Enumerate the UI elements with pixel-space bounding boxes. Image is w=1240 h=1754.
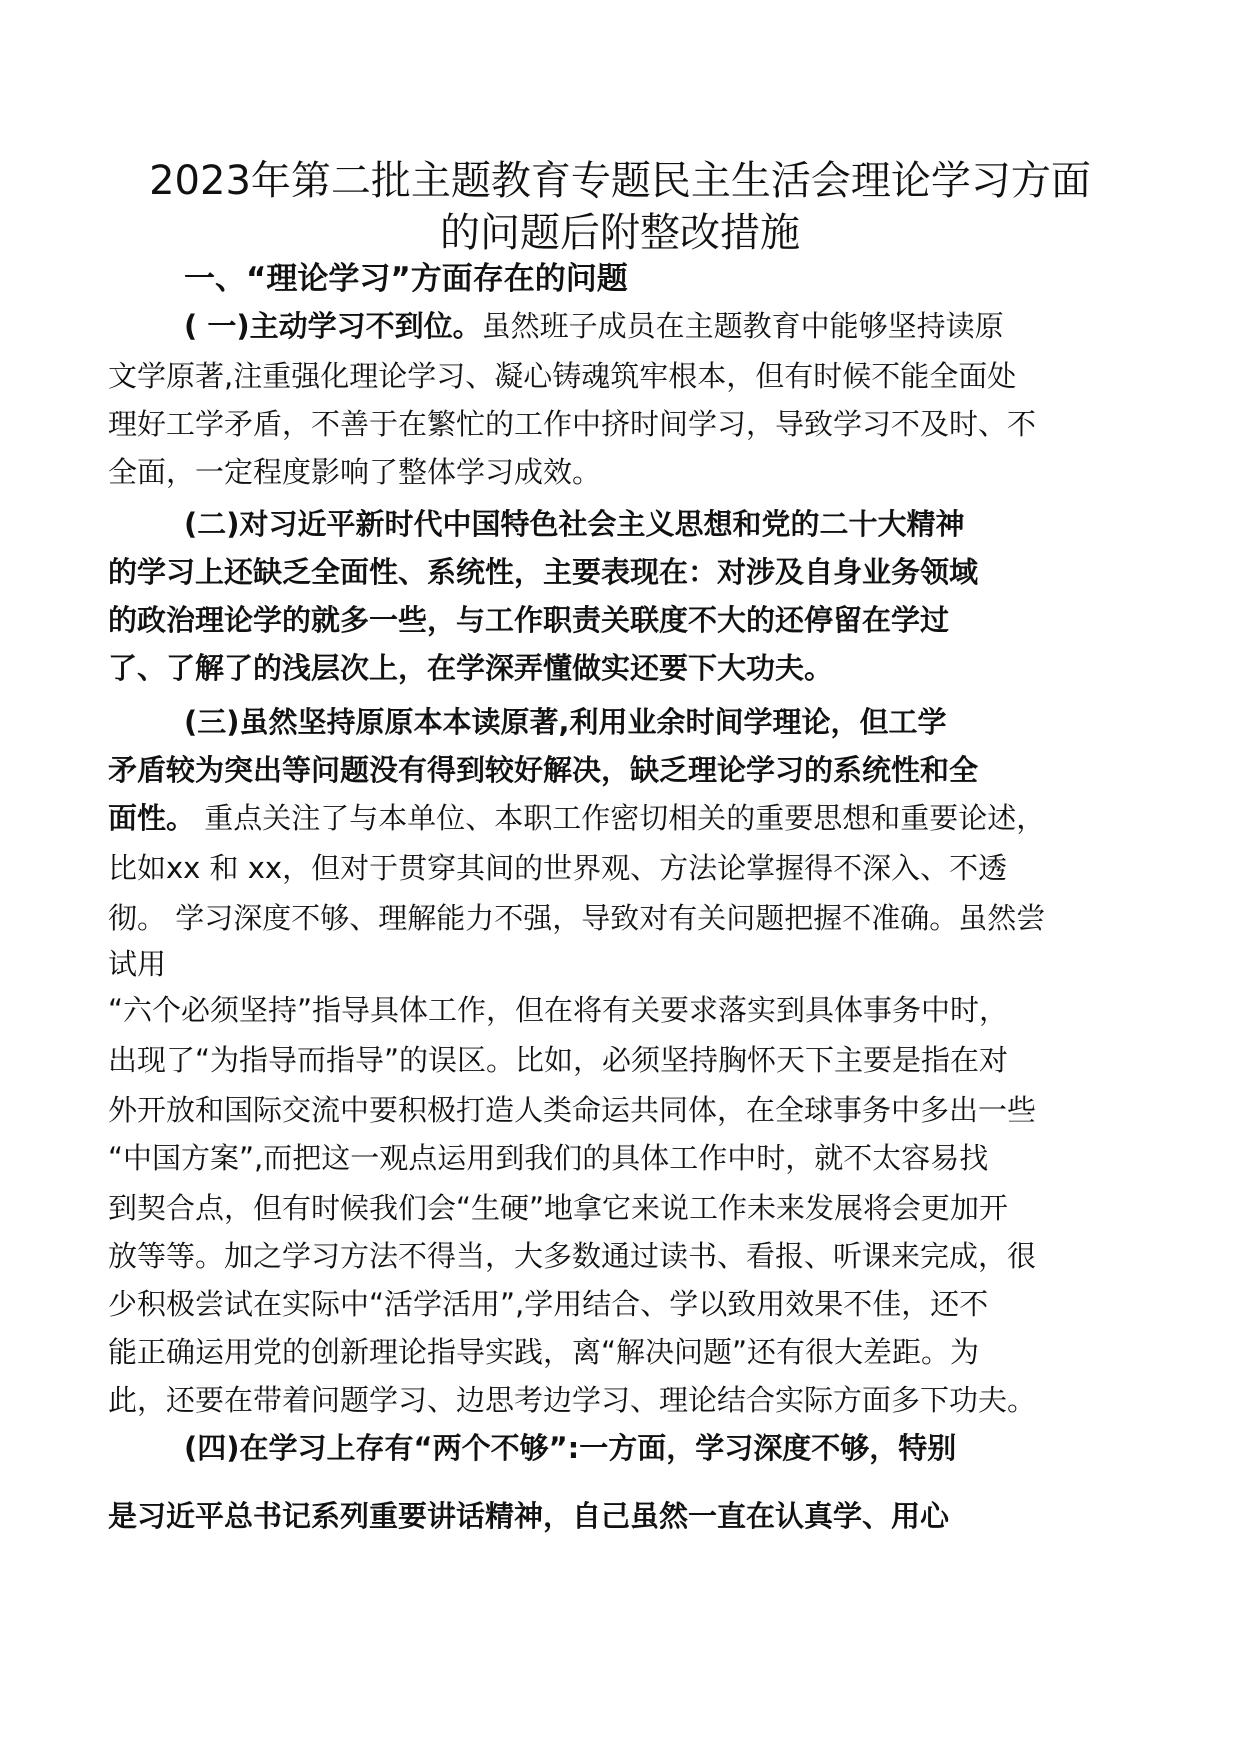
section-heading-1: 一、“理论学习”方面存在的问题 (184, 261, 628, 297)
document-title-line-2: 的问题后附整改措施 (440, 210, 800, 256)
paragraph-1-line-4: 全面，一定程度影响了整体学习成效。 (108, 455, 602, 489)
paragraph-3-line-6: 试用 (108, 947, 167, 981)
paragraph-1-line-1 (184, 306, 1004, 346)
paragraph-3-line-9: 外开放和国际交流中要积极打造人类命运共同体，在全球事务中多出一些 (108, 1093, 1037, 1127)
paragraph-3-line-14: 能正确运用党的创新理论指导实践，离“解决问题”还有很大差距。为 (108, 1335, 980, 1369)
paragraph-3-line-2: 矛盾较为突出等问题没有得到较好解决，缺乏理论学习的系统性和全 (108, 753, 979, 787)
paragraph-3-line-8: 出现了“为指导而指导”的误区。比如，必须坚持胸怀天下主要是指在对 (108, 1043, 1009, 1077)
paragraph-4-line-2: 是习近平总书记系列重要讲话精神，自己虽然一直在认真学、用心 (108, 1499, 950, 1533)
paragraph-1-line-2: 文学原著,注重强化理论学习、凝心铸魂筑牢根本，但有时候不能全面处 (108, 359, 1017, 393)
paragraph-3-line-3-text: 重点关注了与本单位、本职工作密切相关的重要思想和重要论述， (195, 801, 1046, 835)
paragraph-2-line-4: 了、了解了的浅层次上，在学深弄懂做实还要下大功夫。 (108, 651, 834, 685)
paragraph-1-line-1-text: 虽然班子成员在主题教育中能够坚持读原 (481, 309, 1004, 343)
paragraph-3-line-7: “六个必须坚持”指导具体工作，但在将有关要求落实到具体事务中时， (108, 993, 1009, 1027)
paragraph-3-line-12: 放等等。加之学习方法不得当，大多数通过读书、看报、听课来完成，很 (108, 1239, 1037, 1273)
paragraph-3-line-15: 此，还要在带着问题学习、边思考边学习、理论结合实际方面多下功夫。 (108, 1383, 1037, 1417)
paragraph-3-line-5: 彻。 学习深度不够、理解能力不强，导致对有关问题把握不准确。虽然尝 (108, 901, 1046, 935)
paragraph-3-line-3-bold: 面性。 (108, 801, 196, 835)
paragraph-3-line-1: (三)虽然坚持原原本本读原著,利用业余时间学理论，但工学 (184, 705, 947, 739)
paragraph-3-line-3 (108, 798, 1045, 838)
paragraph-4-line-1: (四)在学习上存有“两个不够”:一方面，学习深度不够，特别 (184, 1431, 957, 1465)
paragraph-2-line-1: (二)对习近平新时代中国特色社会主义思想和党的二十大精神 (184, 507, 965, 541)
paragraph-2-line-3: 的政治理论学的就多一些，与工作职责关联度不大的还停留在学过 (108, 603, 950, 637)
paragraph-1-lead: ( 一)主动学习不到位。 (184, 309, 482, 343)
paragraph-3-line-11: 到契合点，但有时候我们会“生硬”地拿它来说工作未来发展将会更加开 (108, 1191, 1009, 1225)
paragraph-3-line-4: 比如xx 和 xx，但对于贯穿其间的世界观、方法论掌握得不深入、不透 (108, 851, 1008, 885)
paragraph-2-line-2: 的学习上还缺乏全面性、系统性，主要表现在：对涉及自身业务领域 (108, 555, 979, 589)
paragraph-1-line-3: 理好工学矛盾，不善于在繁忙的工作中挤时间学习，导致学习不及时、不 (108, 407, 1037, 441)
paragraph-3-line-10: “中国方案”,而把这一观点运用到我们的具体工作中时，就不太容易找 (108, 1141, 989, 1175)
document-title-line-1: 2023年第二批主题教育专题民主生活会理论学习方面 (149, 158, 1091, 204)
paragraph-3-line-13: 少积极尝试在实际中“活学活用”,学用结合、学以致用效果不佳，还不 (108, 1287, 989, 1321)
